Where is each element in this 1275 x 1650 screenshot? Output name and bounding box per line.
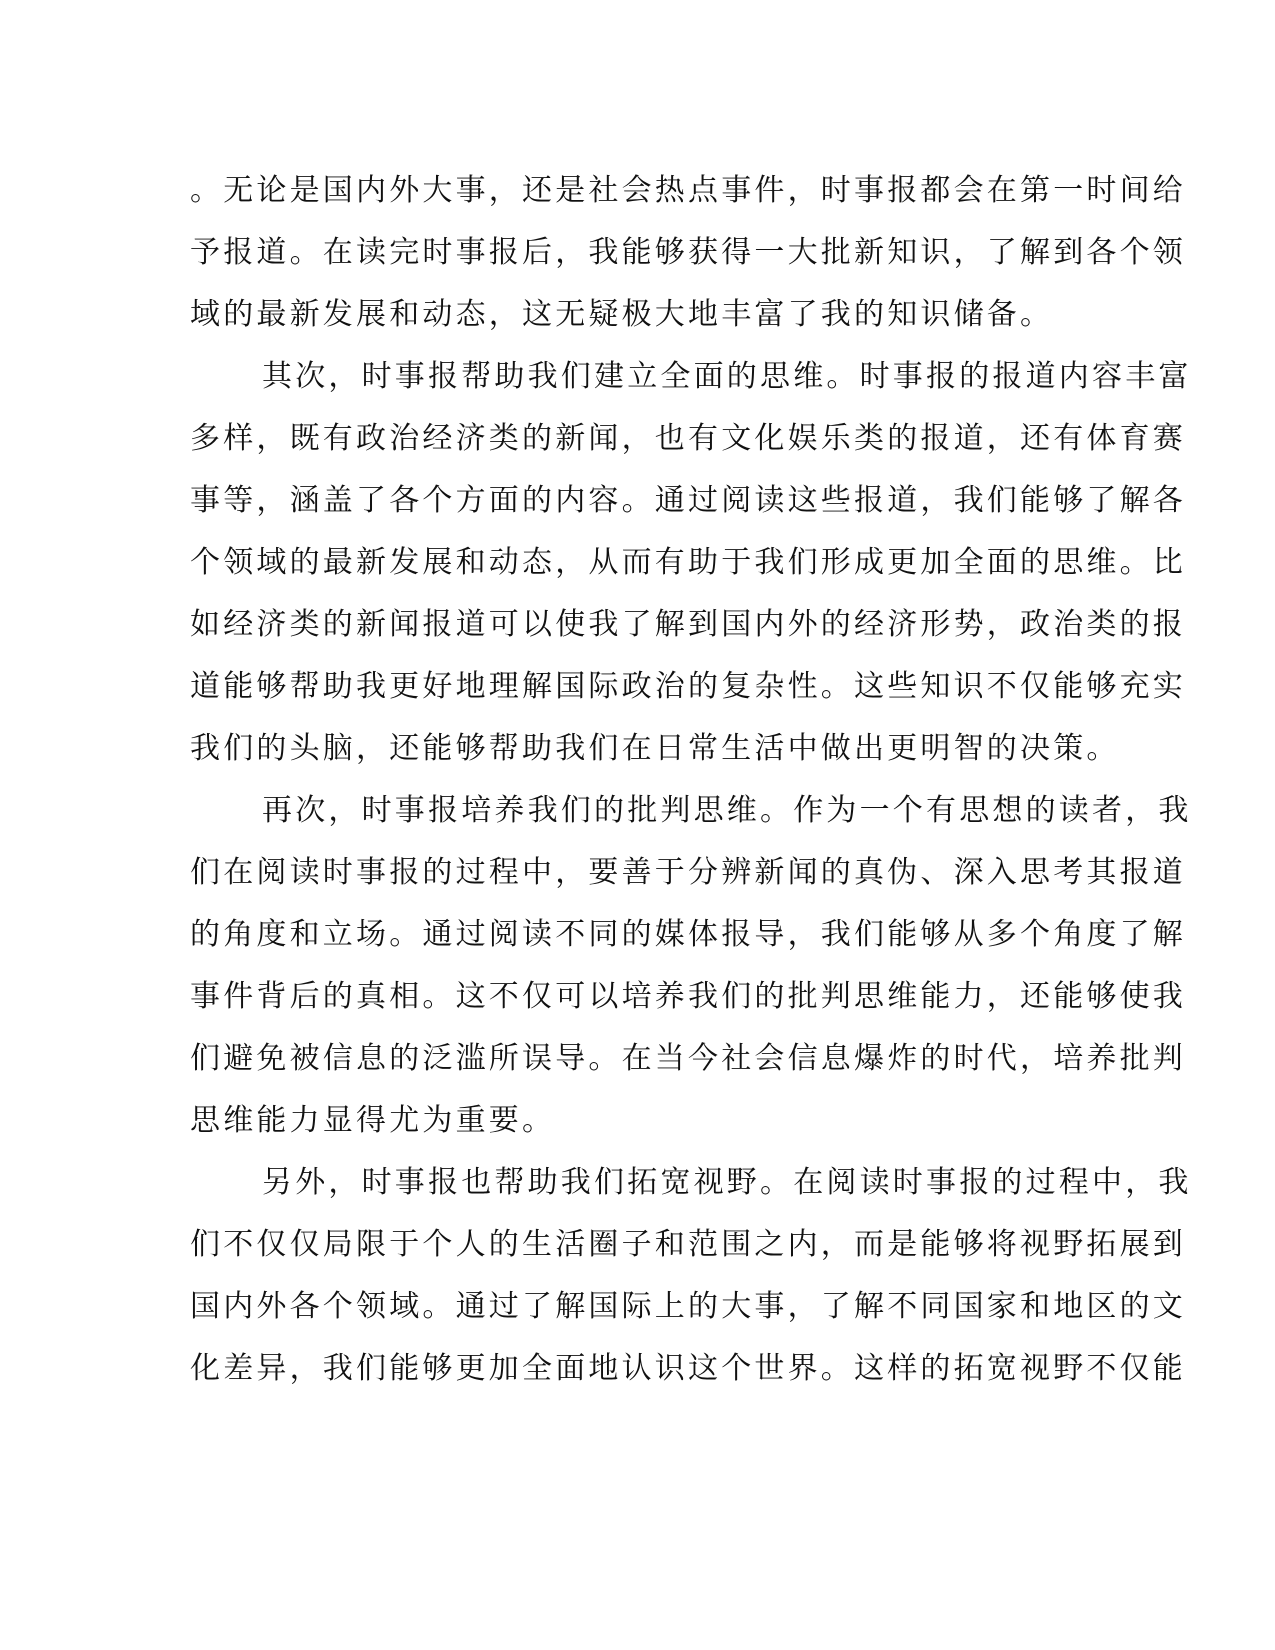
text-line: 的角度和立场。通过阅读不同的媒体报导，我们能够从多个角度了解 [190, 917, 1186, 952]
text-line: 化差异，我们能够更加全面地认识这个世界。这样的拓宽视野不仅能 [190, 1351, 1186, 1386]
text-line: 事等，涵盖了各个方面的内容。通过阅读这些报道，我们能够了解各 [190, 483, 1186, 518]
text-line: 予报道。在读完时事报后，我能够获得一大批新知识，了解到各个领 [190, 235, 1186, 270]
text-line: 。无论是国内外大事，还是社会热点事件，时事报都会在第一时间给 [190, 173, 1186, 208]
text-line: 如经济类的新闻报道可以使我了解到国内外的经济形势，政治类的报 [190, 607, 1186, 642]
text-line: 事件背后的真相。这不仅可以培养我们的批判思维能力，还能够使我 [190, 979, 1186, 1014]
text-line: 域的最新发展和动态，这无疑极大地丰富了我的知识储备。 [190, 297, 1054, 332]
text-line: 道能够帮助我更好地理解国际政治的复杂性。这些知识不仅能够充实 [190, 669, 1186, 704]
paragraph-start-line: 再次，时事报培养我们的批判思维。作为一个有思想的读者，我 [262, 793, 1192, 828]
text-line: 个领域的最新发展和动态，从而有助于我们形成更加全面的思维。比 [190, 545, 1186, 580]
paragraph-start-line: 另外，时事报也帮助我们拓宽视野。在阅读时事报的过程中，我 [262, 1165, 1192, 1200]
text-line: 们避免被信息的泛滥所误导。在当今社会信息爆炸的时代，培养批判 [190, 1041, 1186, 1076]
paragraph-start-line: 其次，时事报帮助我们建立全面的思维。时事报的报道内容丰富 [262, 359, 1192, 394]
text-line: 们在阅读时事报的过程中，要善于分辨新闻的真伪、深入思考其报道 [190, 855, 1186, 890]
text-line: 我们的头脑，还能够帮助我们在日常生活中做出更明智的决策。 [190, 731, 1120, 766]
document-body [190, 160, 1192, 1400]
text-line: 思维能力显得尤为重要。 [190, 1103, 556, 1138]
text-line: 国内外各个领域。通过了解国际上的大事，了解不同国家和地区的文 [190, 1289, 1186, 1324]
text-line: 多样，既有政治经济类的新闻，也有文化娱乐类的报道，还有体育赛 [190, 421, 1186, 456]
text-line: 们不仅仅局限于个人的生活圈子和范围之内，而是能够将视野拓展到 [190, 1227, 1186, 1262]
